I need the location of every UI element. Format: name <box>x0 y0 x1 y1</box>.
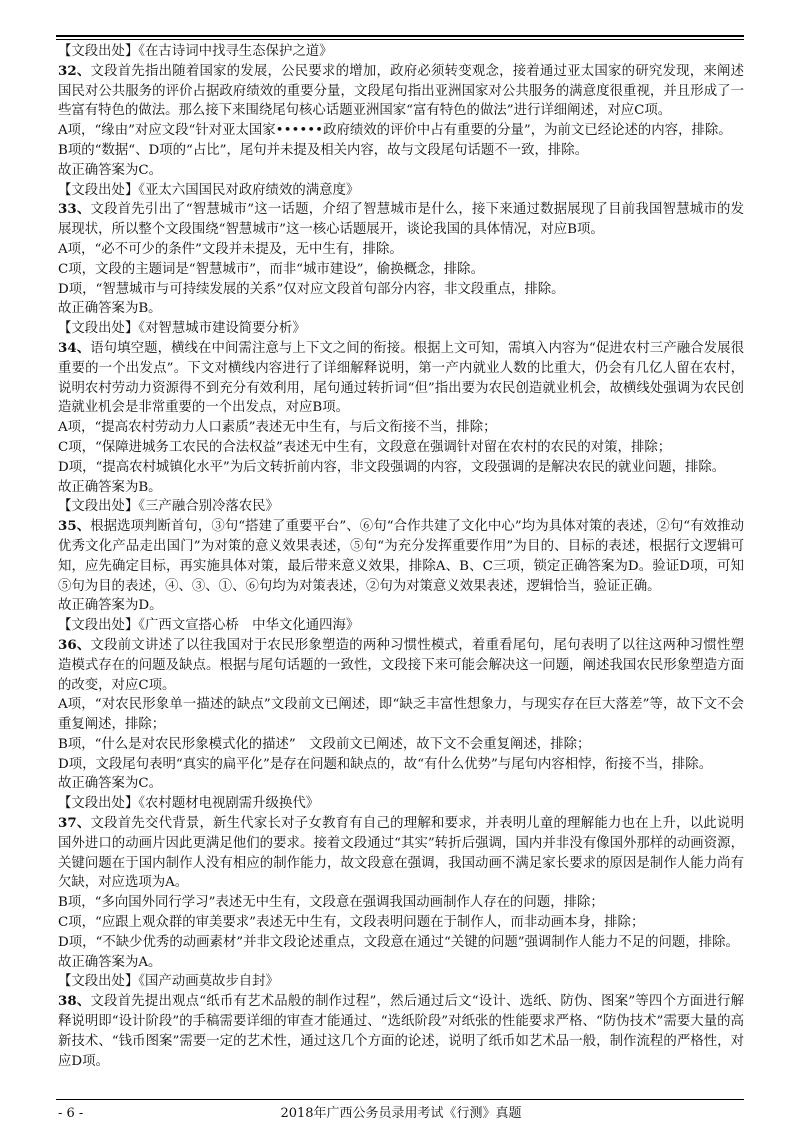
explanation-paragraph: A项，“必不可少的条件”文段并未提及，无中生有，排除。 <box>58 241 403 257</box>
explanation-paragraph: A项，“缘由”对应文段“针对亚太国家••••••政府绩效的评价中占有重要的分量”，为前文已经论述的内容，排除。 <box>58 123 732 139</box>
question-text: 根据选项判断首句，③句“搭建了重要平台”、⑥句“合作共建了文化中心”均为具体对策的表述，②句“有效推动优秀文化产品走出国门”为对策的意义效果表述，⑤句“为充分发挥重要作用”为目的、目标的表述，根据行文逻辑可知，应先确定目标，再实施具体对策，最后带来意义效果，排除A、B、C三项，锁定正确答案为D。验证D项，可知⑤句为目的表述，④、③、①、⑥句均为对策表述，②句为对策意义效果表述，逻辑恰当，验证正确。 <box>58 519 744 594</box>
question-number: 32、 <box>58 62 91 79</box>
question-number: 37、 <box>58 815 91 832</box>
question-explanation <box>58 636 744 695</box>
question-explanation <box>58 200 744 240</box>
explanation-paragraph: 故正确答案为B。 <box>58 479 162 495</box>
question-number: 33、 <box>58 201 91 218</box>
question-explanation <box>58 992 744 1071</box>
question-number: 36、 <box>58 636 91 653</box>
question-text: 文段首先交代背景，新生代家长对子女教育有自己的理解和要求，并表明儿童的理解能力也在上升，以此说明国外进口的动画片因此更满足他们的要求。接着文段通过“其实”转折后强调，国内并非没有像国外那样的动画资源，关键问题在于国内制作人没有相应的制作能力，故文段意在强调，我国动画不满足家长要求的原因是制作人能力尚有欠缺，对应选项为A。 <box>58 816 744 891</box>
explanation-paragraph: C项，文段的主题词是“智慧城市”，而非“城市建设”，偷换概念，排除。 <box>58 261 484 277</box>
explanation-paragraph: B项，“什么是对农民形象模式化的描述” 文段前文已阐述，故下文不会重复阐述，排除； <box>58 736 591 752</box>
page-footer <box>58 1104 744 1124</box>
explanation-paragraph: D项，文段尾句表明“真实的扁平化”是存在问题和缺点的，故“有什么优势”与尾句内容相悖，衔接不当，排除。 <box>58 756 713 772</box>
source-citation: 【文段出处】《对智慧城市建设简要分析》 <box>58 321 306 337</box>
source-citation: 【文段出处】《农村题材电视剧需升级换代》 <box>58 796 320 812</box>
explanation-paragraph: 故正确答案为D。 <box>58 598 163 614</box>
explanation-paragraph: D项，“不缺少优秀的动画素材”并非文段论述重点，文段意在通过“关键的问题”强调制作人能力不足的问题，排除。 <box>58 934 739 950</box>
header-rule-thin <box>56 39 744 40</box>
footer-rule <box>56 1099 744 1100</box>
explanation-paragraph: B项，“多向国外同行学习”表述无中生有，文段意在强调我国动画制作人存在的问题，排除； <box>58 895 604 911</box>
question-text: 文段首先引出了“智慧城市”这一话题，介绍了智慧城市是什么，接下来通过数据展现了目前我国智慧城市的发展现状，所以整个文段围绕“智慧城市”这一核心话题展开，谈论我国的具体情况，对应B项。 <box>58 202 744 238</box>
question-explanation <box>58 517 744 596</box>
explanation-paragraph: D项，“提高农村城镇化水平”为后文转折前内容，非文段强调的内容，文段强调的是解决农民的就业问题，排除。 <box>58 459 726 475</box>
explanation-paragraph: B项的“数据“、D项的“占比”，尾句并未提及相关内容，故与文段尾句话题不一致，排除。 <box>58 142 589 158</box>
explanation-paragraph: 故正确答案为B。 <box>58 301 162 317</box>
header-rule <box>56 35 744 37</box>
question-number: 35、 <box>58 518 91 535</box>
question-explanation <box>58 339 744 418</box>
source-citation: 【文段出处】《广西文宣搭心桥 中华文化通四海》 <box>58 618 360 634</box>
question-number: 38、 <box>58 993 91 1010</box>
explanation-paragraph: 故正确答案为C。 <box>58 162 162 178</box>
question-explanation <box>58 814 744 893</box>
source-citation: 【文段出处】《国产动画莫故步自封》 <box>58 974 279 990</box>
source-citation: 【文段出处】《三产融合别冷落农民》 <box>58 499 279 515</box>
document-body <box>58 42 744 1071</box>
explanation-paragraph: 故正确答案为A。 <box>58 954 162 970</box>
footer-title: 2018年广西公务员录用考试《行测》真题 <box>280 1106 522 1121</box>
question-explanation <box>58 62 744 121</box>
explanation-paragraph: C项，“应跟上观众群的审美要求”表述无中生有，文段表明问题在于制作人，而非动画本身，排除； <box>58 915 645 931</box>
explanation-paragraph: C项，“保障进城务工农民的合法权益”表述无中生有，文段意在强调针对留在农村的农民的对策，排除； <box>58 439 672 455</box>
question-text: 语句填空题，横线在中间需注意与上下文之间的衔接。根据上文可知，需填入内容为“促进农村三产融合发展很重要的一个出发点”。下文对横线内容进行了详细解释说明，第一产内就业人数的比重大，仍会有几亿人留在农村，说明农村劳动力资源得不到充分有效利用，尾句通过转折词“但”指出要为农民创造就业机会，故横线处强调为农民创造就业机会是非常重要的一个出发点，对应B项。 <box>58 340 744 416</box>
page-number: - 6 - <box>58 1106 84 1121</box>
explanation-paragraph: D项，“智慧城市与可持续发展的关系”仅对应文段首句部分内容，非文段重点，排除。 <box>58 281 565 297</box>
question-number: 34、 <box>58 339 91 356</box>
question-text: 文段首先指出随着国家的发展，公民要求的增加，政府必须转变观念，接着通过亚太国家的研究发现，来阐述国民对公共服务的评价占据政府绩效的重要分量，文段尾句指出亚洲国家对公共服务的满意度很重视，并且形成了一些富有特色的做法。那么接下来围绕尾句核心话题亚洲国家“富有特色的做法”进行详细阐述，对应C项。 <box>58 63 744 119</box>
question-text: 文段前文讲述了以往我国对于农民形象塑造的两种习惯性模式，着重看尾句，尾句表明了以往这两种习惯性塑造模式存在的问题及缺点。根据与尾句话题的一致性，文段接下来可能会解决这一问题，阐述我国农民形象塑造方面的改变，对应C项。 <box>58 637 744 693</box>
question-text: 文段首先提出观点“纸币有艺术品般的制作过程”，然后通过后文“设计、选纸、防伪、图案”等四个方面进行解释说明即“设计阶段”的手稿需要详细的审查才能通过、“选纸阶段”对纸张的性能要求严格、“防伪技术”需要大量的高新技术、“钱币图案”需要一定的艺术性，通过这几个方面的论述，说明了纸币如艺术品一般，制作流程的严格性，对应D项。 <box>58 994 744 1069</box>
explanation-paragraph: A项，“对农民形象单一描述的缺点”文段前文已阐述，即“缺乏丰富性想象力，与现实存在巨大落差”等，故下文不会重复阐述，排除； <box>58 697 744 733</box>
source-citation: 【文段出处】《在古诗词中找寻生态保护之道》 <box>58 44 333 59</box>
explanation-paragraph: 故正确答案为C。 <box>58 776 162 792</box>
explanation-paragraph: A项，“提高农村劳动力人口素质”表述无中生有，与后文衔接不当，排除； <box>58 420 497 436</box>
source-citation: 【文段出处】《亚太六国国民对政府绩效的满意度》 <box>58 182 360 198</box>
